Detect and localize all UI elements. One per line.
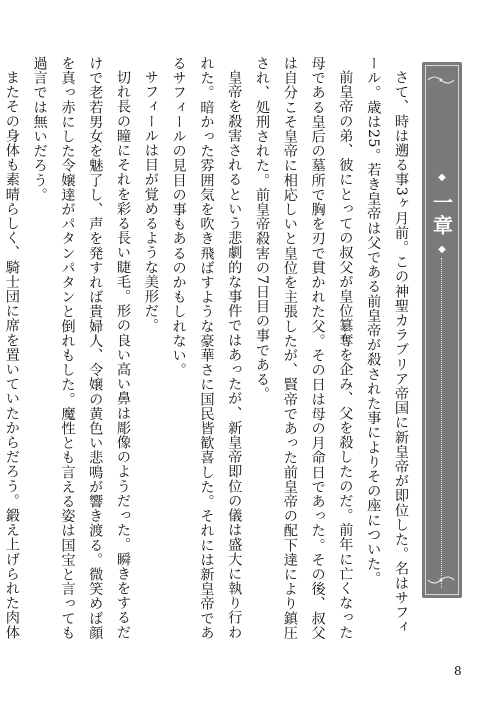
ornament-bottom-icon xyxy=(426,574,456,586)
chapter-title-text: 一章 xyxy=(429,192,454,238)
paragraph: 皇帝を殺害されるという悲劇的な事件ではあったが、新皇帝即位の儀は盛大に執り行われた。暗かった雰囲気を吹き飛ばすような豪華さに国民皆歓喜した。それには新皇帝であるサフィールの見目の事もあるのかもしれない。 xyxy=(170,56,243,640)
chapter-title xyxy=(422,166,462,264)
body-text xyxy=(3,56,414,642)
page-number: 8 xyxy=(454,664,462,678)
chapter-banner xyxy=(422,62,462,598)
ornament-top-icon xyxy=(426,74,456,86)
paragraph: またその身体も素晴らしく、騎士団に席を置いていたからだろう。鍛え上げられた肉体 xyxy=(3,70,20,640)
dotted-rule xyxy=(441,258,442,588)
diamond-icon: ◆ xyxy=(436,172,448,186)
paragraph: 前皇帝の弟、彼にとっての叔父が皇位簒奪を企み、父を殺したのだ。前年に亡くなった母である皇后の墓所で胸を刃で貫かれた父。その日は母の月命日であった。その後、叔父は自分こそ皇帝に相応しいと皇位を主張したが、賢帝であった前皇帝の配下達により鎮圧され、処刑された。前皇帝殺害の7日目の事である。 xyxy=(254,56,354,640)
paragraph: さて、時は遡る事3ヶ月前。この神聖カラブリア帝国に新皇帝が即位した。名はサフィール。歳は25。若き皇帝は父である前皇帝が殺された事によりその座についた。 xyxy=(365,56,409,635)
diamond-icon: ◆ xyxy=(436,244,448,258)
paragraph: サフィールは目が覚めるような美形だ。 xyxy=(142,70,159,333)
paragraph: 切れ長の瞳にそれを彩る長い睫毛。形の良い高い鼻は彫像のようだった。瞬きをするだけで老若男女を魅了し、声を発すれば貴婦人、令嬢の黄色い悲鳴が響き渡る。微笑めば顔を真っ赤にした令嬢達がパタンパタンと倒れもした。魔性とも言える姿は国宝と言っても過言では無いだろう。 xyxy=(31,56,132,640)
banner-frame xyxy=(425,65,459,595)
